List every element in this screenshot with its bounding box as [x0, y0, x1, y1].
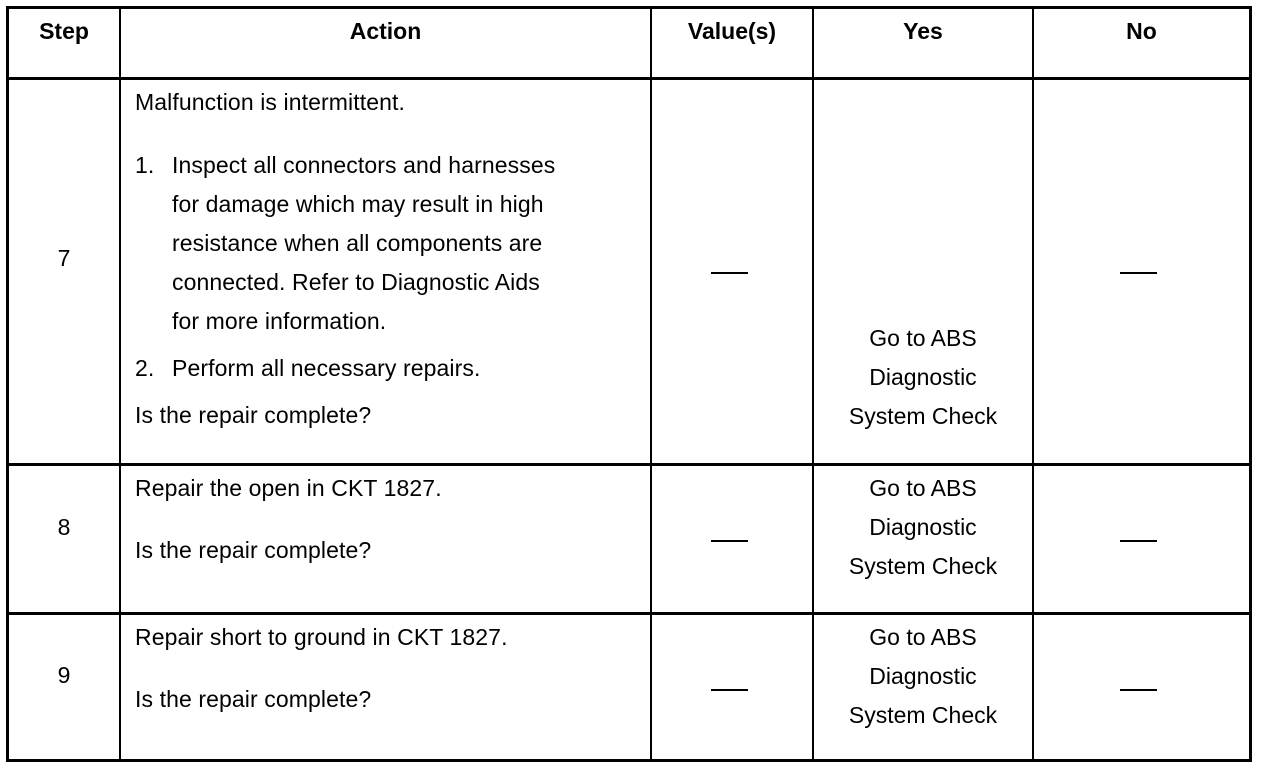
action-text: Repair the open in CKT 1827. [135, 475, 442, 501]
empty-value-dash [711, 689, 748, 691]
action-question: Is the repair complete? [135, 402, 372, 428]
column-divider [119, 9, 121, 759]
step-number: 9 [57, 662, 71, 688]
action-text: Repair short to ground in CKT 1827. [135, 624, 508, 650]
header-values: Value(s) [687, 18, 777, 44]
list-item-line: connected. Refer to Diagnostic Aids [172, 269, 540, 295]
empty-no-dash [1120, 272, 1157, 274]
header-yes: Yes [903, 18, 943, 44]
list-item-line: Inspect all connectors and harnesses [172, 152, 556, 178]
yes-action [814, 319, 1032, 436]
action-question: Is the repair complete? [135, 686, 372, 712]
yes-line: Go to ABS [869, 624, 977, 650]
action-question: Is the repair complete? [135, 537, 372, 563]
list-item-line: Perform all necessary repairs. [172, 355, 481, 381]
list-item-number: 1. [135, 152, 155, 178]
header-action: Action [349, 18, 422, 44]
step-number: 8 [57, 514, 71, 540]
list-item-line: resistance when all components are [172, 230, 543, 256]
action-list [135, 349, 481, 388]
list-item [135, 146, 555, 341]
yes-line: Go to ABS [869, 325, 977, 351]
column-divider [650, 9, 652, 759]
yes-line: Go to ABS [869, 475, 977, 501]
list-item-line: for damage which may result in high [172, 191, 544, 217]
header-no: No [1126, 18, 1157, 44]
diagnostic-table [6, 6, 1252, 762]
empty-value-dash [711, 272, 748, 274]
action-intro: Malfunction is intermittent. [135, 89, 405, 115]
yes-line: System Check [848, 403, 998, 429]
empty-no-dash [1120, 689, 1157, 691]
row-divider [9, 463, 1249, 466]
list-item-number: 2. [135, 355, 155, 381]
list-item-line: for more information. [172, 308, 387, 334]
column-divider [1032, 9, 1034, 759]
yes-line: System Check [848, 702, 998, 728]
yes-line: Diagnostic [869, 364, 977, 390]
header-step: Step [39, 18, 89, 44]
list-item [135, 349, 481, 388]
action-list [135, 146, 555, 341]
row-divider [9, 612, 1249, 615]
yes-line: System Check [848, 553, 998, 579]
empty-value-dash [711, 540, 748, 542]
yes-line: Diagnostic [869, 514, 977, 540]
step-number: 7 [57, 245, 71, 271]
yes-line: Diagnostic [869, 663, 977, 689]
yes-action [814, 469, 1032, 586]
yes-action [814, 618, 1032, 735]
row-divider [9, 77, 1249, 80]
empty-no-dash [1120, 540, 1157, 542]
